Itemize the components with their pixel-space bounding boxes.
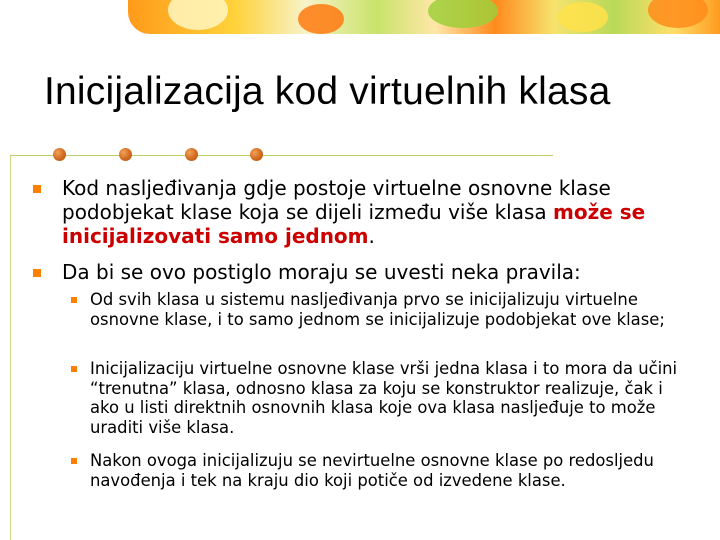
bullet-marker bbox=[33, 269, 41, 277]
bullet-1-text-plain: Kod nasljeđivanja gdje postoje virtuelne osnovne klase podobjekat klase koja se dijeli između više klasa bbox=[62, 176, 611, 224]
title-underline-rule bbox=[10, 155, 553, 156]
rule-dot bbox=[119, 148, 132, 161]
left-frame-line bbox=[10, 156, 11, 540]
subbullet-marker bbox=[71, 458, 77, 464]
slide-title: Inicijalizacija kod virtuelnih klasa bbox=[44, 70, 611, 113]
bullet-1-text bbox=[62, 176, 682, 248]
rule-dot bbox=[250, 148, 263, 161]
banner-flower-shape bbox=[648, 0, 708, 28]
subbullet-1-text: Od svih klasa u sistemu nasljeđivanja prvo se inicijalizuju virtuelne osnovne klase, i to samo jednom se inicijalizuje podobjekat ove klase; bbox=[90, 290, 665, 329]
bullet-1-emphasis: može se inicijalizovati samo jednom bbox=[62, 200, 646, 248]
subbullet-3-text: Nakon ovoga inicijalizuju se nevirtuelne osnovne klase po redosljedu navođenja i tek na kraju dio koji potiče od izvedene klase. bbox=[90, 451, 654, 490]
subbullet-marker bbox=[71, 297, 77, 303]
bullet-2-text: Da bi se ovo postiglo moraju se uvesti neka pravila: bbox=[62, 260, 581, 284]
banner-flower-shape bbox=[428, 0, 498, 28]
bullet-1-period: . bbox=[368, 224, 375, 248]
bullet-marker bbox=[33, 185, 41, 193]
subbullet-marker bbox=[71, 366, 77, 372]
banner-flower-shape bbox=[168, 0, 228, 30]
banner-flower-shape bbox=[558, 2, 608, 32]
subbullet-2-text: Inicijalizaciju virtuelne osnovne klase vrši jedna klasa i to mora da učini “trenutna” klasa, odnosno klasa za koju se konstruktor realizuje, čak i ako u listi direktnih osnovnih klasa koje ova klasa nasljeđuje to može uraditi više klasa. bbox=[90, 359, 678, 437]
decorative-banner bbox=[128, 0, 720, 34]
rule-dot bbox=[185, 148, 198, 161]
banner-flower-shape bbox=[298, 4, 344, 34]
rule-dot bbox=[53, 148, 66, 161]
